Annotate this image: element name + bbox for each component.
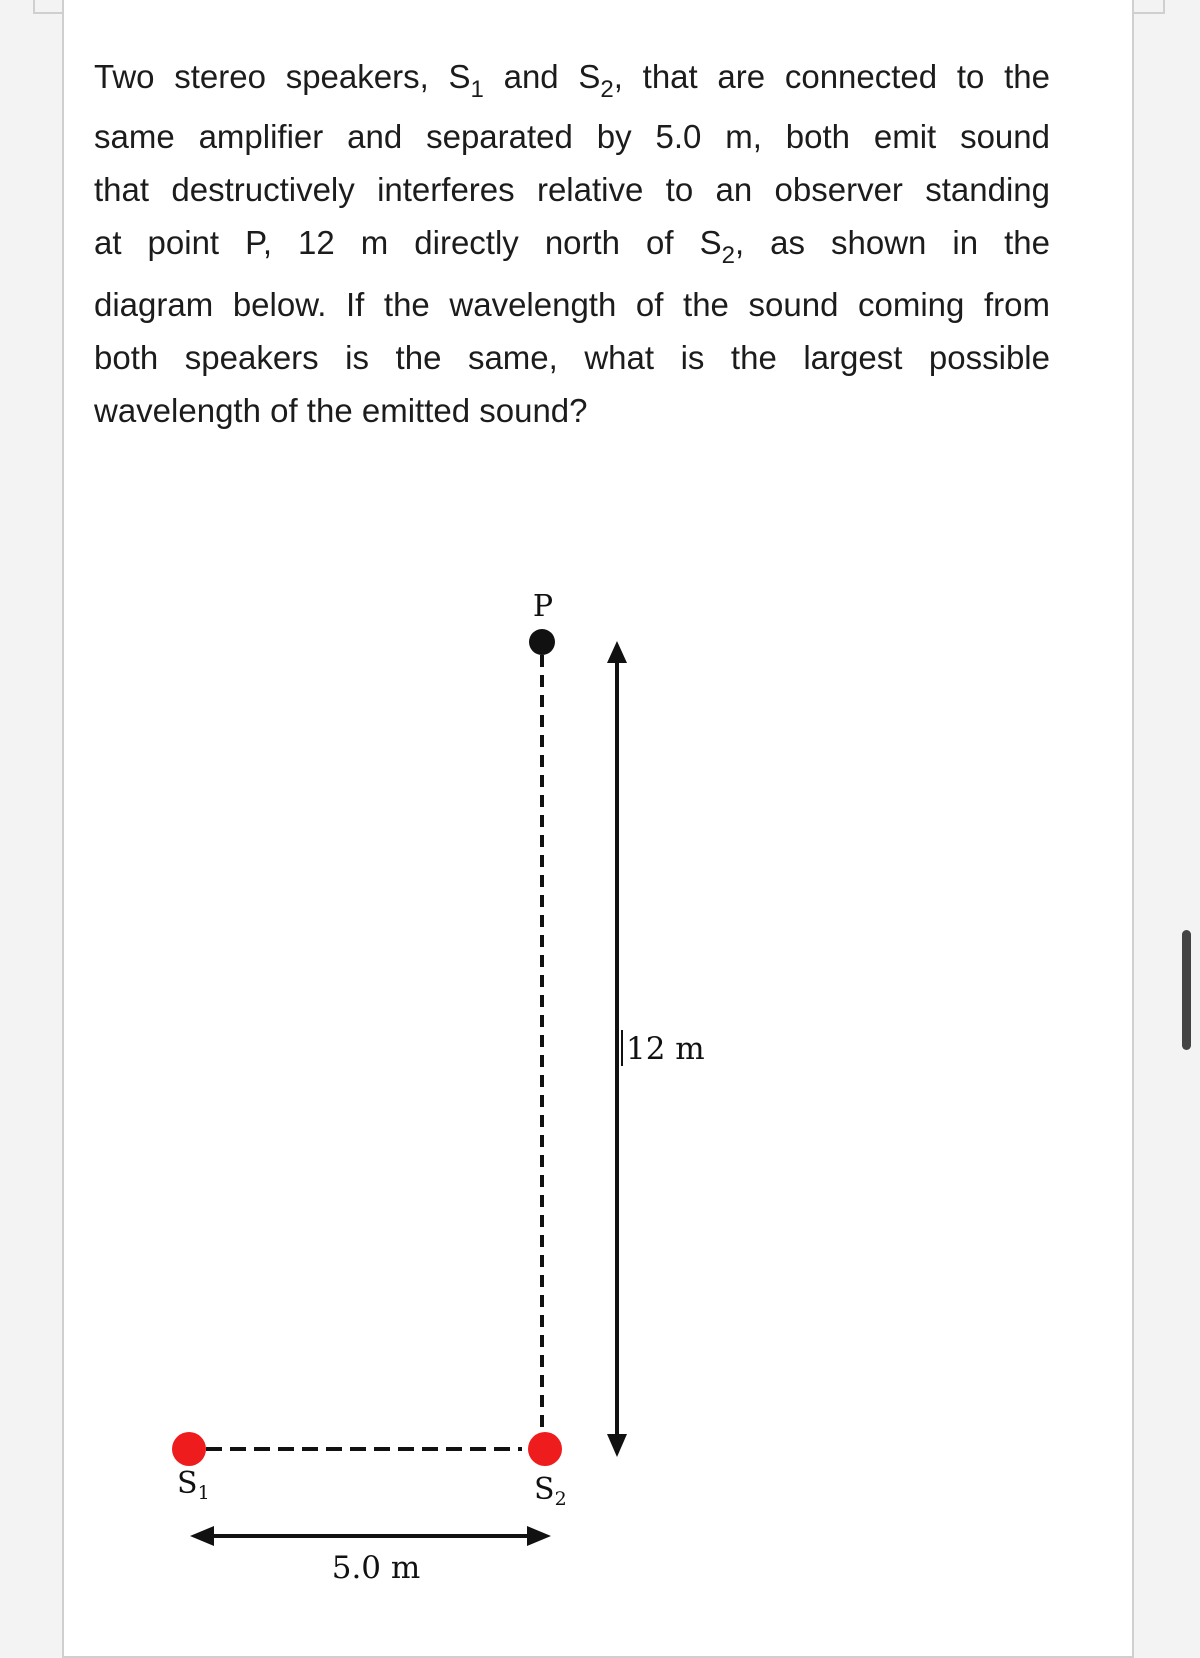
question-line-4: at point P, 12 m directly north of $S_2$, as shown in the <box>94 224 1050 269</box>
s1-label: $S_1$ <box>177 1466 210 1504</box>
question-line-7: wavelength of the emitted sound? <box>94 392 588 429</box>
question-line-5: diagram below. If the wavelength of the sound coming from <box>94 286 1050 323</box>
speaker-s1 <box>172 1432 206 1466</box>
vertical-arrow-head-bottom <box>607 1434 627 1457</box>
point-p-marker <box>529 629 555 655</box>
scrollbar-thumb[interactable] <box>1182 930 1191 1050</box>
question-line-6: both speakers is the same, what is the largest possible <box>94 339 1050 376</box>
horizontal-arrow-head-right <box>527 1526 551 1546</box>
point-p-label: P <box>532 589 554 624</box>
vertical-arrow-head-top <box>607 641 627 663</box>
horizontal-arrow-head-left <box>190 1526 214 1546</box>
speaker-s2 <box>528 1432 562 1466</box>
question-line-1: Two stereo speakers, $S_1$ and $S_2$, that are connected to the <box>94 58 1050 103</box>
horizontal-distance-label: 5.0 m <box>331 1550 421 1586</box>
question-line-3: that destructively interferes relative to an observer standing <box>94 171 1050 208</box>
s2-label: $S_2$ <box>534 1472 567 1510</box>
vertical-distance-label: 12 m <box>626 1031 705 1067</box>
question-line-2: same amplifier and separated by 5.0 m, both emit sound <box>94 118 1050 155</box>
